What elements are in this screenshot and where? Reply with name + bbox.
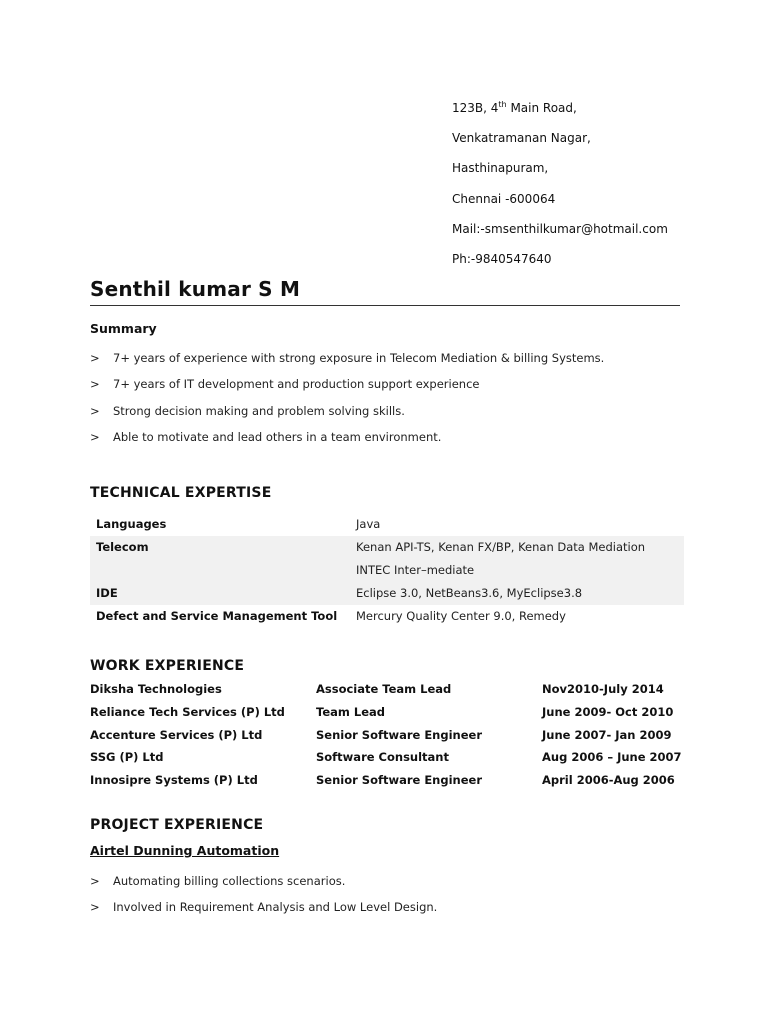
bullet-arrow-icon: > <box>90 900 100 915</box>
summary-list <box>90 351 710 456</box>
address-line-3: Hasthinapuram, <box>452 161 549 176</box>
candidate-name: Senthil kumar S M <box>90 277 301 301</box>
work-row: Diksha Technologies Associate Team Lead Nov2010-July 2014 <box>90 682 664 696</box>
summary-item: > Strong decision making and problem solving skills. <box>90 403 405 418</box>
work-experience-list <box>90 682 710 796</box>
table-row: IDE Eclipse 3.0, NetBeans3.6, MyEclipse3.8 <box>90 582 684 605</box>
project-item: > Involved in Requirement Analysis and Low Level Design. <box>90 900 438 915</box>
bullet-arrow-icon: > <box>90 403 100 418</box>
table-row: Languages Java <box>96 517 381 531</box>
project-item: > Automating billing collections scenarios. <box>90 874 346 888</box>
phone-line: Ph:-9840547640 <box>452 252 552 267</box>
work-row: SSG (P) Ltd Software Consultant Aug 2006 – June 2007 <box>90 750 682 765</box>
summary-item: > Able to motivate and lead others in a team environment. <box>90 429 442 444</box>
bullet-arrow-icon: > <box>90 429 100 444</box>
project-title: Airtel Dunning Automation <box>90 843 280 858</box>
technical-expertise-heading: TECHNICAL EXPERTISE <box>90 485 272 501</box>
email-line: Mail:-smsenthilkumar@hotmail.com <box>452 221 668 236</box>
table-row: Defect and Service Management Tool Mercury Quality Center 9.0, Remedy <box>96 609 566 623</box>
address-line-2: Venkatramanan Nagar, <box>452 131 591 146</box>
address-line-4: Chennai -600064 <box>452 191 556 206</box>
bullet-arrow-icon: > <box>90 377 100 392</box>
work-experience-heading: WORK EXPERIENCE <box>90 658 245 674</box>
table-row: INTEC Inter–mediate <box>90 559 684 582</box>
bullet-arrow-icon: > <box>90 351 100 365</box>
summary-item: > 7+ years of experience with strong exposure in Telecom Mediation & billing Systems. <box>90 351 605 365</box>
work-row: Reliance Tech Services (P) Ltd Team Lead June 2009- Oct 2010 <box>90 704 674 719</box>
table-row: Telecom Kenan API-TS, Kenan FX/BP, Kenan Data Mediation <box>90 536 684 559</box>
summary-item: > 7+ years of IT development and production support experience <box>90 377 480 392</box>
bullet-arrow-icon: > <box>90 874 100 888</box>
summary-heading: Summary <box>90 321 157 336</box>
project-list <box>90 874 710 927</box>
address-block <box>452 93 668 274</box>
technical-expertise-table <box>90 513 684 628</box>
address-line-1: 123B, 4th Main Road, <box>452 100 577 115</box>
work-row: Innosipre Systems (P) Ltd Senior Software Engineer April 2006-Aug 2006 <box>90 773 675 788</box>
work-row: Accenture Services (P) Ltd Senior Software Engineer June 2007- Jan 2009 <box>90 727 672 742</box>
header-divider <box>90 305 680 306</box>
project-experience-heading: PROJECT EXPERIENCE <box>90 817 264 833</box>
